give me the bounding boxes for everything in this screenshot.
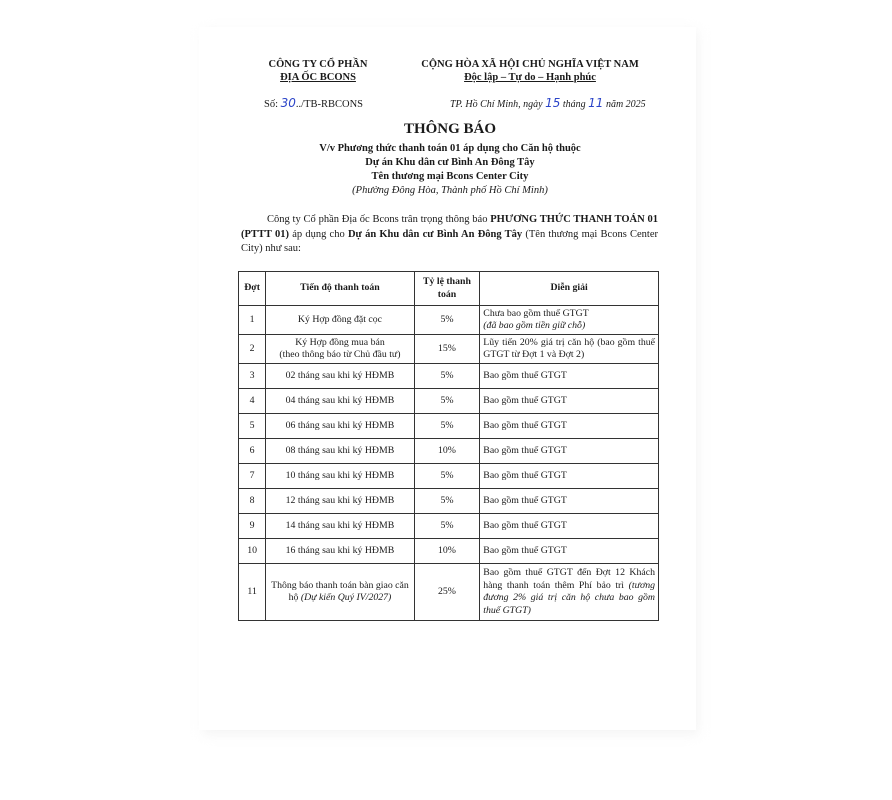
para-bold-1: PHƯƠNG THỨC THANH TOÁN 01 (PTTT 01) — [241, 214, 658, 240]
para-text-2: áp dụng cho — [288, 228, 348, 240]
table-row — [239, 564, 659, 621]
table-row — [239, 364, 659, 389]
date-place: TP. Hồ Chí Minh, ngày — [450, 99, 546, 110]
cell-progress: 04 tháng sau khi ký HĐMB — [266, 389, 414, 414]
cell-period: 8 — [239, 489, 266, 514]
progress-note: (Dự kiến Quý IV/2027) — [300, 592, 392, 603]
cell-description: Bao gồm thuế GTGT — [480, 514, 659, 539]
cell-period: 11 — [239, 564, 266, 621]
cell-period: 5 — [239, 414, 266, 439]
desc-text: Bao gồm thuế GTGT đến Đợt 12 Khách hàng thanh toán thêm Phí bảo trì — [483, 567, 655, 591]
para-text-3: (Tên thương mại Bcons Center City) như sau: — [241, 228, 659, 254]
cell-rate: 5% — [414, 489, 480, 514]
table-row — [239, 489, 659, 514]
cell-rate: 5% — [414, 389, 480, 414]
table-header-row — [239, 272, 659, 306]
cell-period: 1 — [239, 306, 266, 335]
republic-line-2: Độc lập – Tự do – Hạnh phúc — [464, 72, 596, 83]
table-row — [239, 439, 659, 464]
table-row — [239, 335, 659, 364]
cell-progress: 06 tháng sau khi ký HĐMB — [266, 414, 414, 439]
cell-progress: 12 tháng sau khi ký HĐMB — [266, 489, 414, 514]
cell-description — [480, 564, 659, 621]
cell-progress — [266, 564, 414, 621]
cell-period: 4 — [239, 389, 266, 414]
date-month: 11 — [588, 96, 604, 110]
cell-period: 6 — [239, 439, 266, 464]
company-line-1: CÔNG TY CỔ PHẦN — [268, 59, 368, 70]
cell-description: Bao gồm thuế GTGT — [480, 439, 659, 464]
table-row — [239, 306, 659, 335]
header-progress: Tiến độ thanh toán — [266, 272, 414, 306]
cell-description: Bao gồm thuế GTGT — [480, 389, 659, 414]
header-rate: Tỷ lệ thanh toán — [414, 272, 480, 306]
document-number — [264, 96, 363, 110]
company-header — [256, 58, 380, 84]
cell-period: 9 — [239, 514, 266, 539]
progress-text: Ký Hợp đồng mua bán — [295, 336, 385, 348]
cell-description — [480, 306, 659, 335]
para-bold-2: Dự án Khu dân cư Bình An Đông Tây — [347, 228, 523, 240]
cell-description: Bao gồm thuế GTGT — [480, 489, 659, 514]
subtitle-line-2: Dự án Khu dân cư Bình An Đông Tây — [365, 157, 535, 168]
subtitle-line-3: Tên thương mại Bcons Center City — [371, 171, 529, 182]
header-period: Đợt — [239, 272, 266, 306]
date-year: năm 2025 — [603, 99, 646, 110]
desc-note: (đã bao gồm tiền giữ chỗ) — [483, 320, 586, 331]
cell-period: 3 — [239, 364, 266, 389]
subtitle-line-1: V/v Phương thức thanh toán 01 áp dụng cho Căn hộ thuộc — [319, 143, 581, 154]
cell-progress: 14 tháng sau khi ký HĐMB — [266, 514, 414, 539]
cell-period: 10 — [239, 539, 266, 564]
cell-rate: 25% — [414, 564, 480, 621]
cell-progress: 02 tháng sau khi ký HĐMB — [266, 364, 414, 389]
payment-schedule-table — [238, 271, 659, 621]
cell-rate: 5% — [414, 306, 480, 335]
cell-progress — [266, 335, 414, 364]
date-month-label: tháng — [560, 99, 589, 110]
cell-rate: 5% — [414, 514, 480, 539]
subtitle-line-4: (Phường Đông Hòa, Thành phố Hồ Chí Minh) — [352, 185, 548, 196]
cell-rate: 15% — [414, 335, 480, 364]
cell-rate: 5% — [414, 364, 480, 389]
cell-progress: 10 tháng sau khi ký HĐMB — [266, 464, 414, 489]
date-day: 15 — [545, 96, 561, 110]
cell-description: Bao gồm thuế GTGT — [480, 539, 659, 564]
intro-paragraph — [241, 213, 658, 257]
cell-rate: 10% — [414, 539, 480, 564]
progress-note: (theo thông báo từ Chủ đầu tư) — [279, 349, 401, 360]
republic-line-1: CỘNG HÒA XÃ HỘI CHỦ NGHĨA VIỆT NAM — [421, 59, 639, 70]
cell-progress: 16 tháng sau khi ký HĐMB — [266, 539, 414, 564]
doc-number-suffix: ../TB-RBCONS — [295, 99, 364, 110]
cell-period: 2 — [239, 335, 266, 364]
cell-description: Bao gồm thuế GTGT — [480, 414, 659, 439]
company-line-2: ĐỊA ỐC BCONS — [280, 72, 356, 83]
cell-rate: 10% — [414, 439, 480, 464]
doc-number-prefix: Số: — [264, 99, 281, 110]
cell-period: 7 — [239, 464, 266, 489]
republic-header — [410, 58, 650, 84]
cell-description: Lũy tiến 20% giá trị căn hộ (bao gồm thuế GTGT từ Đợt 1 và Đợt 2) — [480, 335, 659, 364]
document-date — [450, 96, 646, 110]
progress-text: Thông báo thanh toán bàn giao căn hộ — [271, 579, 409, 603]
cell-rate: 5% — [414, 414, 480, 439]
cell-rate: 5% — [414, 464, 480, 489]
para-text-1: Công ty Cổ phần Địa ốc Bcons trân trọng thông báo — [267, 214, 491, 225]
desc-note: (tương đương 2% giá trị căn hộ chưa bao gồm thuế GTGT) — [483, 579, 655, 616]
desc-text: Chưa bao gồm thuế GTGT — [483, 307, 589, 319]
cell-description: Bao gồm thuế GTGT — [480, 464, 659, 489]
page-title: THÔNG BÁO — [403, 121, 497, 137]
doc-number-handwritten: 30 — [280, 96, 296, 110]
table-row — [239, 414, 659, 439]
table-row — [239, 464, 659, 489]
cell-progress: Ký Hợp đồng đặt cọc — [266, 306, 414, 335]
table-row — [239, 389, 659, 414]
cell-description: Bao gồm thuế GTGT — [480, 364, 659, 389]
table-row — [239, 514, 659, 539]
table-row — [239, 539, 659, 564]
header-description: Diễn giải — [480, 272, 659, 306]
cell-progress: 08 tháng sau khi ký HĐMB — [266, 439, 414, 464]
